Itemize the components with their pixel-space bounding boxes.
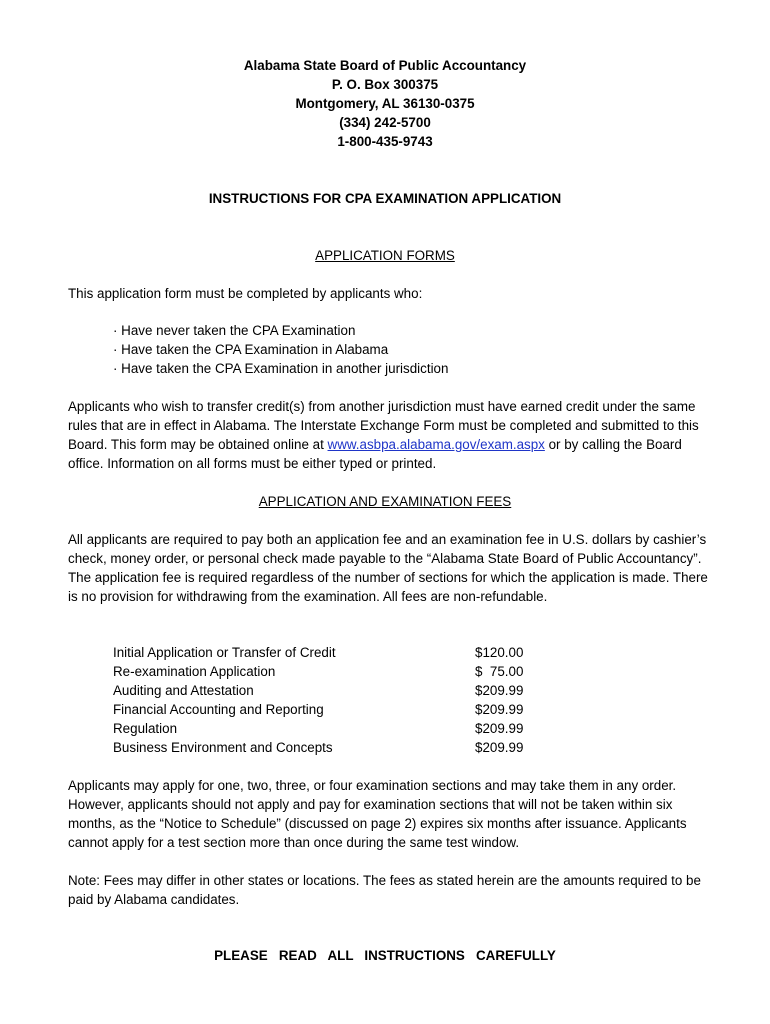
fee-amount: $209.99: [475, 740, 524, 755]
fee-row: [113, 738, 533, 757]
document-title: INSTRUCTIONS FOR CPA EXAMINATION APPLICATION: [208, 191, 562, 206]
fee-row: [113, 700, 533, 719]
fee-name: Re-examination Application: [113, 664, 276, 679]
transfer-text: Applicants who wish to transfer credit(s) from another jurisdiction must have earned credit under the same rules that are in effect in Alabama. The Interstate Exchange Form must be completed and submitted to this Board. This form may be obtained online at: [68, 399, 699, 452]
fee-row: [113, 643, 533, 662]
exam-form-link[interactable]: www.asbpa.alabama.gov/exam.aspx: [327, 437, 545, 452]
fee-amount: $209.99: [475, 683, 524, 698]
fee-name: Initial Application or Transfer of Credit: [113, 645, 336, 660]
fee-row: [113, 681, 533, 700]
fee-row: [113, 662, 533, 681]
fees-paragraph-text: All applicants are required to pay both an application fee and an examination fee in U.S. dollars by cashier’s check, money order, or personal check made payable to the “Alabama State Board of Public Accountancy”. The application fee is required regardless of the number of sections for which the application is made. There is no provision for withdrawing from the examination. All fees are non-refundable.: [68, 532, 708, 604]
phone-number: (334) 242-5700: [339, 115, 431, 130]
list-item: · Have taken the CPA Examination in Alabama: [113, 342, 389, 357]
transfer-paragraph: [68, 397, 708, 473]
forms-intro: This application form must be completed by applicants who:: [68, 286, 423, 301]
footer-notice: PLEASE READ ALL INSTRUCTIONS CAREFULLY: [214, 948, 556, 963]
toll-free-number: 1-800-435-9743: [337, 134, 433, 149]
fee-name: Regulation: [113, 721, 178, 736]
fees-heading: APPLICATION AND EXAMINATION FEES: [258, 494, 512, 509]
fees-paragraph: [68, 530, 708, 606]
list-item: · Have taken the CPA Examination in another jurisdiction: [113, 361, 449, 376]
note-paragraph: [68, 871, 708, 909]
forms-heading: APPLICATION FORMS: [315, 248, 455, 263]
fee-amount: $209.99: [475, 702, 524, 717]
sections-paragraph: [68, 776, 708, 852]
note-text: Note: Fees may differ in other states or locations. The fees as stated herein are the amounts required to be paid by Alabama candidates.: [68, 873, 701, 907]
transfer-text-end: or by calling the Board office. Information on all forms must be either typed or printed.: [68, 437, 682, 471]
fee-name: Auditing and Attestation: [113, 683, 254, 698]
org-name: Alabama State Board of Public Accountancy: [243, 58, 527, 73]
fee-amount: $209.99: [475, 721, 524, 736]
po-box: P. O. Box 300375: [331, 77, 439, 92]
fee-amount: $ 75.00: [475, 664, 524, 679]
applicant-criteria-list: [113, 321, 448, 378]
fee-table: [113, 643, 533, 757]
sections-paragraph-text: Applicants may apply for one, two, three, or four examination sections and may take them in any order. However, applicants should not apply and pay for examination sections that will not be taken within six months, as the “Notice to Schedule” (discussed on page 2) expires six months after issuance. Applicants cannot apply for a test section more than once during the same test window.: [68, 778, 687, 850]
fee-name: Financial Accounting and Reporting: [113, 702, 324, 717]
fee-name: Business Environment and Concepts: [113, 740, 333, 755]
fee-amount: $120.00: [475, 645, 524, 660]
fee-row: [113, 719, 533, 738]
city-state-zip: Montgomery, AL 36130-0375: [295, 96, 475, 111]
list-item: · Have never taken the CPA Examination: [113, 323, 356, 338]
